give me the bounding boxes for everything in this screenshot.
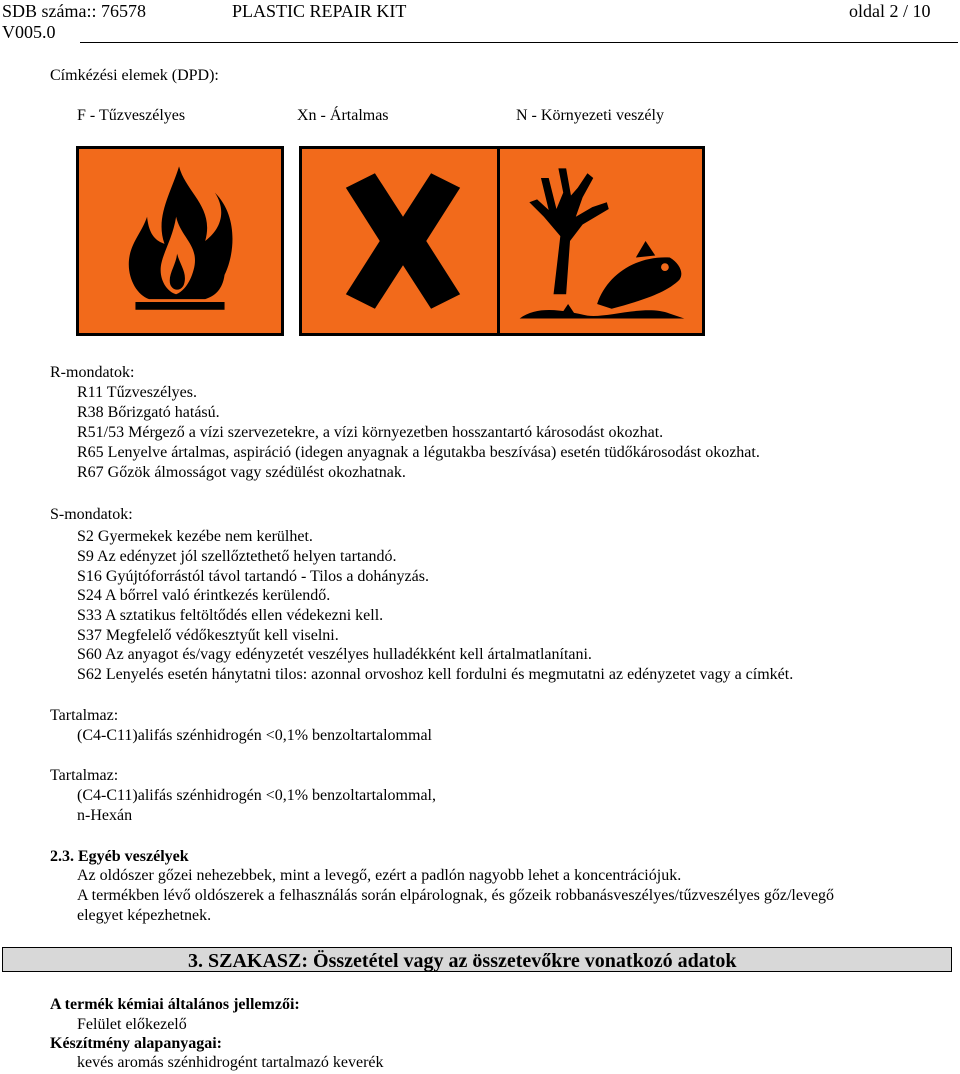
base-materials-title: Készítmény alapanyagai: bbox=[50, 1035, 222, 1052]
cross-icon bbox=[302, 149, 504, 333]
contains-line: (C4-C11)alifás szénhidrogén <0,1% benzoltartalommal, bbox=[77, 787, 436, 804]
r-phrase-item: R38 Bőrizgató hatású. bbox=[77, 404, 220, 421]
s-phrases-title: S-mondatok: bbox=[50, 506, 133, 523]
r-phrase-item: R51/53 Mérgező a vízi szervezetekre, a vízi környezetben hosszantartó károsodást okozhat. bbox=[77, 424, 664, 441]
pictogram-label-f: F - Tűzveszélyes bbox=[77, 107, 186, 124]
chem-characteristics-value: Felület előkezelő bbox=[77, 1016, 187, 1033]
r-phrase-item: R11 Tűzveszélyes. bbox=[77, 384, 197, 401]
environment-icon bbox=[500, 149, 702, 333]
other-hazards-line: A termékben lévő oldószerek a felhasználás során elpárolognak, és gőzeik robbanásveszélyes/tűzveszélyes gőz/levegő bbox=[77, 887, 835, 904]
pictogram-harmful bbox=[299, 146, 507, 336]
s-phrase-item: S62 Lenyelés esetén hánytatni tilos: azonnal orvoshoz kell fordulni és megmutatni az edényzetet vagy a címkét. bbox=[77, 666, 794, 683]
section-3-title: 3. SZAKASZ: Összetétel vagy az összetevőkre vonatkozó adatok bbox=[188, 950, 737, 972]
product-name: PLASTIC REPAIR KIT bbox=[232, 1, 407, 21]
chem-characteristics-title: A termék kémiai általános jellemzői: bbox=[50, 996, 300, 1013]
s-phrase-item: S9 Az edényzet jól szellőztethető helyen tartandó. bbox=[77, 548, 397, 565]
s-phrase-item: S37 Megfelelő védőkesztyűt kell viselni. bbox=[77, 627, 339, 644]
flame-icon bbox=[79, 149, 281, 333]
pictogram-flammable bbox=[76, 146, 284, 336]
pictogram-label-n: N - Környezeti veszély bbox=[516, 107, 664, 124]
s-phrase-item: S2 Gyermekek kezébe nem kerülhet. bbox=[77, 528, 313, 545]
r-phrase-item: R65 Lenyelve ártalmas, aspiráció (idegen anyagnak a légutakba beszívása) esetén tüdőkárosodást okozhat. bbox=[77, 444, 760, 461]
version: V005.0 bbox=[2, 22, 56, 42]
contains-title-2: Tartalmaz: bbox=[50, 767, 119, 784]
s-phrase-item: S24 A bőrrel való érintkezés kerülendő. bbox=[77, 587, 331, 604]
header-divider bbox=[80, 42, 958, 43]
sdb-number: SDB száma:: 76578 bbox=[2, 1, 146, 21]
other-hazards-line: elegyet képezhetnek. bbox=[77, 907, 212, 924]
s-phrase-item: S33 A sztatikus feltöltődés ellen védekezni kell. bbox=[77, 607, 384, 624]
r-phrases-title: R-mondatok: bbox=[50, 364, 135, 381]
labeling-title: Címkézési elemek (DPD): bbox=[50, 67, 219, 84]
contains-line: (C4-C11)alifás szénhidrogén <0,1% benzoltartalommal bbox=[77, 727, 432, 744]
pictogram-label-xn: Xn - Ártalmas bbox=[297, 107, 389, 124]
contains-line: n-Hexán bbox=[77, 807, 133, 824]
page-number: oldal 2 / 10 bbox=[849, 1, 931, 21]
other-hazards-title: 2.3. Egyéb veszélyek bbox=[50, 848, 189, 865]
pictogram-environment bbox=[497, 146, 705, 336]
base-materials-value: kevés aromás szénhidrogént tartalmazó keverék bbox=[77, 1054, 384, 1071]
contains-title-1: Tartalmaz: bbox=[50, 707, 119, 724]
other-hazards-line: Az oldószer gőzei nehezebbek, mint a levegő, ezért a padlón nagyobb lehet a koncentrációjuk. bbox=[77, 867, 682, 884]
s-phrase-item: S16 Gyújtóforrástól távol tartandó - Tilos a dohányzás. bbox=[77, 568, 429, 585]
r-phrase-item: R67 Gőzök álmosságot vagy szédülést okozhatnak. bbox=[77, 464, 406, 481]
s-phrase-item: S60 Az anyagot és/vagy edényzetét veszélyes hulladékként kell ártalmatlanítani. bbox=[77, 646, 592, 663]
